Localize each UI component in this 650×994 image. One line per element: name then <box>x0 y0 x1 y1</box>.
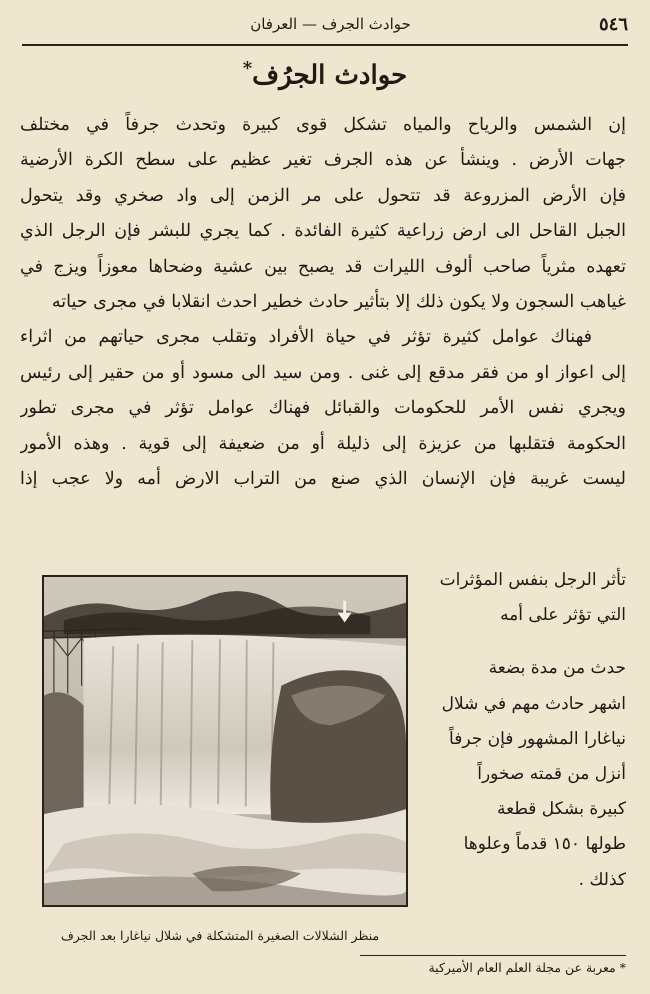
paragraph-2-line: إلى اعواز او من فقر مدقع إلى غنى . ومن سيد الى مسود أو من حقير إلى رئيس <box>20 362 626 383</box>
paragraph-3-line: اشهر حادث مهم في شلال <box>441 693 626 714</box>
paragraph-2-line: فهناك عوامل كثيرة تؤثر في حياة الأفراد وتقلب مجرى حياتهم من اثراء <box>20 327 592 348</box>
article-title <box>0 58 650 91</box>
paragraph-3-line: نياغارا المشهور فإن جرفاً <box>449 728 626 749</box>
paragraph-3-line: أنزل من قمته صخوراً <box>477 764 626 785</box>
paragraph-3-line: كذلك . <box>578 869 626 890</box>
article-title-text: حوادث الجرُف <box>252 60 408 91</box>
paragraph-gap <box>420 633 626 651</box>
title-footnote-mark: * <box>242 58 253 79</box>
paragraph-3-line: كبيرة بشكل قطعة <box>497 799 626 820</box>
figure-caption: منظر الشلالات الصغيرة المتشكلة في شلال نياغارا بعد الجرف <box>60 928 380 943</box>
running-header <box>22 10 628 38</box>
page-number: ٥٤٦ <box>598 13 628 35</box>
footnote-mark: * <box>619 960 626 975</box>
paragraph-1-line: غياهب السجون ولا يكون ذلك إلا بتأثير حادث خطير احدث انقلابا في مجرى حياته <box>51 292 626 313</box>
paragraph-3-line: حدث من مدة بضعة <box>488 658 626 679</box>
running-title: حوادث الجرف — العرفان <box>250 15 411 33</box>
side-column-line: تأثر الرجل بنفس المؤثرات <box>439 570 626 590</box>
footnote-rule <box>360 955 626 956</box>
footnote-text: معربة عن مجلة العلم العام الأميركية <box>428 960 616 975</box>
paragraph-2-line: ويجري نفس الأمر للحكومات والقبائل فهناك عوامل تؤثر في مجرى تطور <box>20 398 626 419</box>
footnote <box>428 960 626 975</box>
waterfall-illustration <box>44 577 406 905</box>
niagara-falls-photo <box>42 575 408 907</box>
paragraph-1-line: الجبل القاحل الى ارض زراعية كثيرة الفائدة . كما يجري للبشر فإن الرجل الذي <box>20 221 626 242</box>
paragraph-3-line: طولها ١٥٠ قدماً وعلوها <box>463 834 626 855</box>
side-column <box>420 563 626 898</box>
paragraph-2-line: الحكومة فتقلبها من عزيزة إلى ذليلة أو من ضعيفة إلى قوية . وهذه الأمور <box>20 433 626 454</box>
side-column-line: التي تؤثر على أمه <box>500 605 626 626</box>
header-rule <box>22 44 628 46</box>
paragraph-1-line: فإن الأرض المزروعة قد تتحول على مر الزمن إلى واد صخري وقد يتحول <box>20 185 626 206</box>
paragraph-2-line: ليست غريبة فإن الإنسان الذي صنع من التراب الارض أمه ولا عجب إذا <box>20 469 626 490</box>
paragraph-1-line: إن الشمس والرياح والمياه تشكل قوى كبيرة وتحدث جرفاً في مختلف <box>20 115 626 135</box>
paragraph-1-line: جهات الأرض . وينشأ عن هذه الجرف تغير عظيم على سطح الكرة الأرضية <box>20 150 626 171</box>
article-body <box>20 108 626 497</box>
paragraph-1-line: تعهده مثرياً صاحب ألوف الليرات قد يصبح بين عشية وضحاها معوزاً ويزج في <box>20 256 626 277</box>
